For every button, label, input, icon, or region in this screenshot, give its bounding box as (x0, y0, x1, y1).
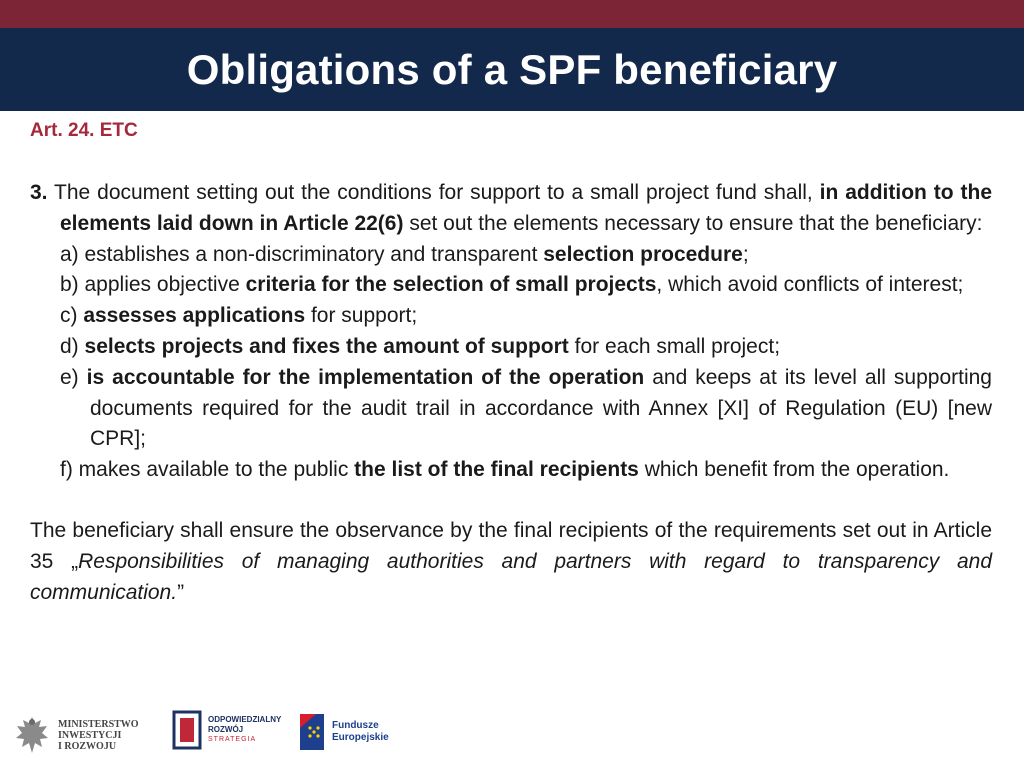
list-item (60, 332, 992, 363)
logo2-line2: ROZWÓJ (208, 725, 244, 734)
item-suffix: ; (742, 242, 749, 266)
item-bold: is accountable for the implementation of the operation (86, 365, 645, 389)
eu-funds-logo-icon (298, 712, 326, 752)
logo1-line2: INWESTYCJI (58, 729, 122, 741)
eagle-emblem-icon (14, 714, 50, 756)
paragraph-text-after: set out the elements necessary to ensure that the beneficiary: (403, 211, 983, 235)
item-suffix: , which avoid conflicts of interest; (656, 273, 964, 297)
paragraph-number: 3. (30, 181, 48, 204)
closing-paragraph (30, 516, 992, 608)
obligations-list (30, 240, 992, 486)
item-prefix: b) applies objective (60, 273, 246, 297)
list-item (60, 455, 992, 486)
list-item (60, 301, 992, 332)
closing-italic: Responsibilities of managing authorities and partners with regard to transparency and communication. (30, 549, 992, 604)
paragraph-text-before: The document setting out the conditions for support to a small project fund shall, (47, 181, 820, 204)
item-bold: the list of the final recipients (354, 458, 639, 482)
paragraph-bold: in addition to the elements laid down in Article 22(6) (60, 181, 992, 235)
logo3-line1: Fundusze (332, 720, 379, 731)
article-reference: Art. 24. ETC (30, 120, 138, 141)
title-bar (0, 28, 1024, 111)
item-suffix: which benefit from the operation. (638, 458, 950, 482)
item-prefix: f) makes available to the public (60, 458, 355, 482)
logo2-line3: STRATEGIA (208, 736, 257, 743)
slide-content (30, 116, 992, 629)
eu-funds-logo (298, 712, 389, 752)
item-prefix: d) (60, 334, 85, 358)
item-prefix: e) (60, 365, 87, 389)
item-suffix: and keeps at its level all supporting documents required for the audit trail in accordance with Annex [XI] of Regulation (EU) [new CPR]; (90, 365, 992, 451)
slide-title: Obligations of a SPF beneficiary (186, 45, 838, 93)
strategy-logo (172, 710, 281, 750)
list-item (60, 240, 992, 271)
ministry-logo (14, 714, 139, 756)
logo3-line2: Europejskie (332, 732, 389, 743)
list-item (60, 363, 992, 455)
logo1-line3: I ROZWOJU (58, 740, 117, 752)
top-stripe (0, 0, 1024, 28)
item-suffix: for support; (305, 304, 418, 328)
item-bold: selection procedure (543, 242, 743, 266)
closing-text: The beneficiary shall ensure the observance by the final recipients of the requirements set out in Article 35 „ (30, 518, 992, 573)
item-prefix: a) establishes a non-discriminatory and transparent (60, 242, 544, 266)
strategy-logo-icon (172, 710, 202, 750)
item-prefix: c) (60, 304, 84, 328)
closing-end: ” (177, 580, 185, 604)
paragraph-3 (30, 178, 992, 240)
item-bold: assesses applications (83, 304, 306, 328)
logo1-line1: MINISTERSTWO (58, 718, 139, 730)
list-item (60, 270, 992, 301)
item-bold: selects projects and fixes the amount of support (84, 334, 569, 358)
item-suffix: for each small project; (568, 334, 781, 358)
item-bold: criteria for the selection of small projects (245, 273, 657, 297)
logo2-line1: ODPOWIEDZIALNY (208, 715, 282, 724)
footer-logos (0, 706, 1024, 768)
